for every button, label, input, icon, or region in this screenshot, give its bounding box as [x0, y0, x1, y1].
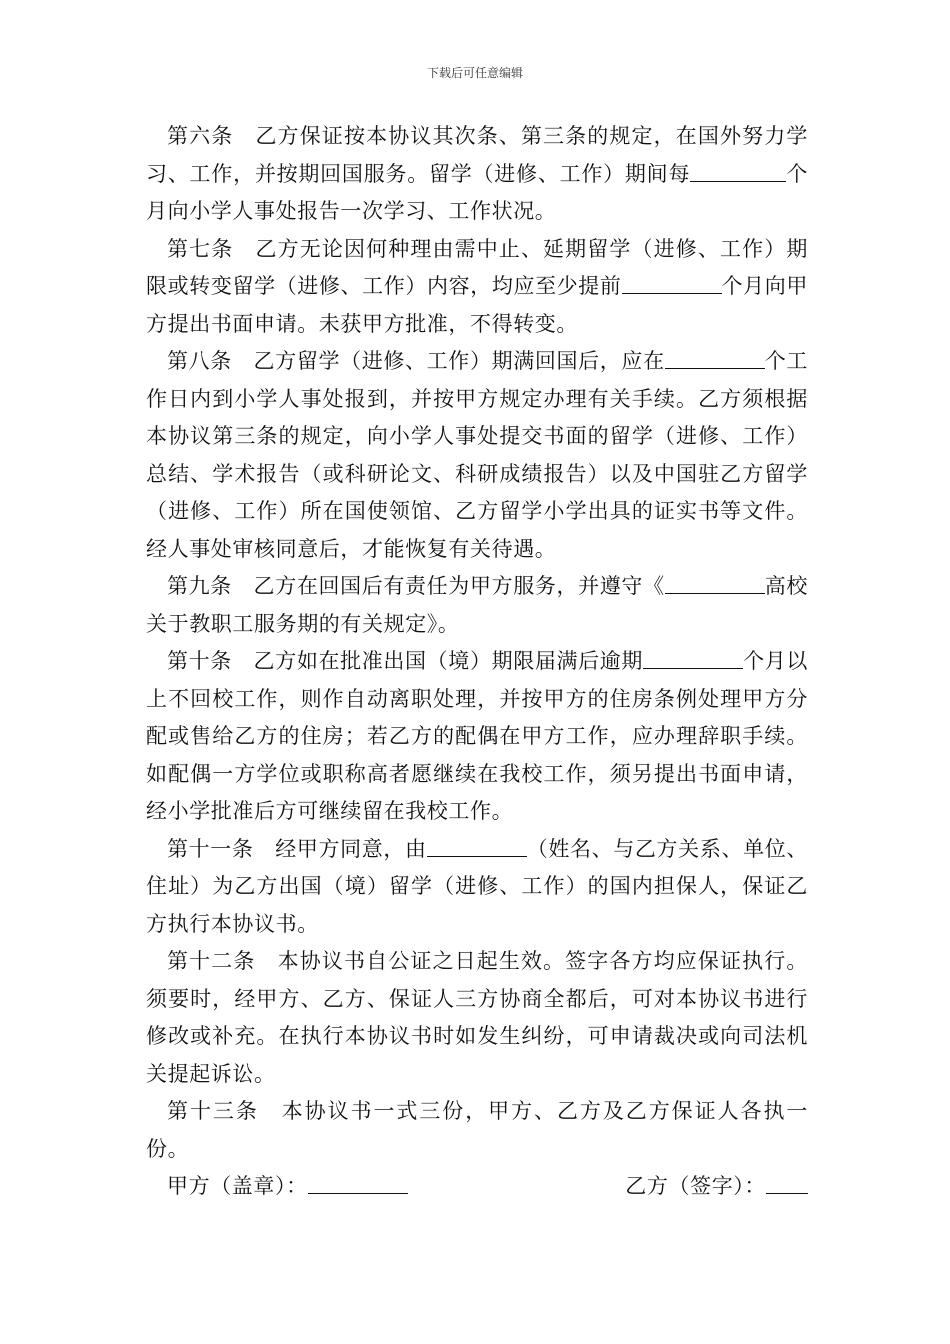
- party-b-label: 乙方（签字）：: [625, 1174, 766, 1198]
- blank-field[interactable]: [427, 836, 527, 857]
- page-header: 下载后可任意编辑: [426, 66, 523, 80]
- article-11-text-a: 第十一条 经甲方同意，由: [167, 836, 427, 861]
- blank-field[interactable]: [665, 348, 765, 369]
- article-8-text-b: 个工作日内到小学人事处报到，并按甲方规定办理有关手续。乙方须根据本协议第三条的规定，向小学人事处提交书面的留学（进修、工作）总结、学术报告（或科研论文、科研成绩报告）以及中国驻乙方留学（进修、工作）所在国使领馆、乙方留学小学出具的证实书等文件。经人事处审核同意后，才能恢复有关待遇。: [146, 349, 808, 561]
- blank-field[interactable]: [643, 648, 743, 669]
- party-b-sign-field[interactable]: [766, 1173, 808, 1194]
- article-9-text-b: 高校关于教职工服务期的有关规定》。: [146, 574, 808, 636]
- article-11-text-b: （姓名、与乙方关系、单位、住址）为乙方出国（境）留学（进修、工作）的国内担保人，保证乙方执行本协议书。: [146, 836, 808, 936]
- blank-field[interactable]: [665, 573, 765, 594]
- article-10-text-a: 第十条 乙方如在批准出国（境）期限届满后逾期: [167, 649, 644, 673]
- document-body: [146, 118, 808, 1206]
- party-a-label: 甲方（盖章）：: [167, 1174, 308, 1198]
- blank-field[interactable]: [622, 273, 722, 294]
- article-8-text-a: 第八条 乙方留学（进修、工作）期满回国后，应在: [167, 349, 665, 373]
- signature-row: [146, 1168, 808, 1206]
- article-6-text-b: 个月向小学人事处报告一次学习、工作状况。: [146, 161, 809, 223]
- article-10-text-b: 个月以上不回校工作，则作自动离职处理，并按甲方的住房条例处理甲方分配或售给乙方的住房；若乙方的配偶在甲方工作，应办理辞职手续。如配偶一方学位或职称高者愿继续在我校工作，须另提出书面申请，经小学批准后方可继续留在我校工作。: [146, 649, 808, 823]
- blank-field-continued[interactable]: [764, 161, 786, 182]
- article-12: [146, 943, 808, 1093]
- party-a-seal-field[interactable]: [308, 1173, 408, 1194]
- article-6-text-a: 第六条 乙方保证按本协议其次条、第三条的规定，在国外努力学习、工作，并按期回国服务。留学（进修、工作）期间每: [146, 124, 808, 186]
- article-11: [146, 831, 808, 944]
- article-7-text-a: 第七条 乙方无论因何种理由需中止、延期留学（进修、工作）期限或转变留学（进修、工作）内容，均应至少提前: [146, 236, 808, 298]
- article-10: [146, 643, 808, 831]
- article-13: [146, 1093, 808, 1168]
- article-13-text: 第十三条 本协议书一式三份，甲方、乙方及乙方保证人各执一份。: [146, 1099, 808, 1161]
- article-7-text-b: 个月向甲方提出书面申请。未获甲方批准，不得转变。: [146, 274, 808, 336]
- article-12-text: 第十二条 本协议书自公证之日起生效。签字各方均应保证执行。须要时，经甲方、乙方、保证人三方协商全都后，可对本协议书进行修改或补充。在执行本协议书时如发生纠纷，可申请裁决或向司法机关提起诉讼。: [146, 949, 808, 1086]
- article-8: [146, 343, 808, 568]
- article-7: [146, 231, 808, 344]
- article-9-text-a: 第九条 乙方在回国后有责任为甲方服务，并遵守《: [167, 574, 665, 598]
- blank-field[interactable]: [690, 161, 764, 182]
- article-6: [146, 118, 808, 231]
- party-b-signature: [625, 1168, 808, 1206]
- article-9: [146, 568, 808, 643]
